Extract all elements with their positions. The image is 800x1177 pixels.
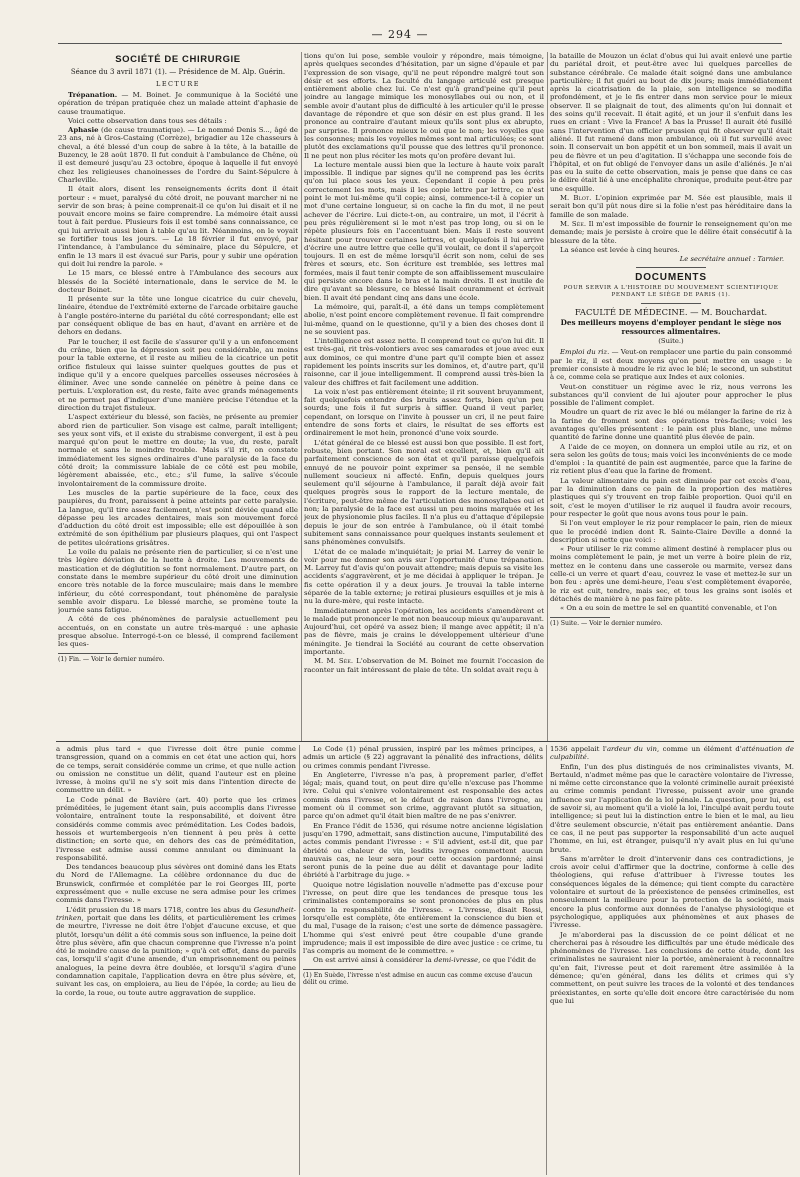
lecture-heading: LECTURE (156, 80, 200, 88)
paragraph (303, 956, 543, 964)
paragraph: A l'aide de ce moyen, on donnera un emploi utile au riz, et on sera selon les goûts de tous; mais voici les inconvénients de ce mode d'emploi : la quantité de pain est augmentée, parce que la farine de riz retient plus d'eau que la farine de froment. (550, 442, 792, 476)
secretary-signature: Le secrétaire annuel : Tarnier. (679, 255, 784, 264)
column-1 (58, 52, 298, 742)
paragraph: Voici cette observation dans tous ses détails : (68, 116, 227, 125)
lead-term: Emploi du riz. (560, 348, 610, 357)
lead-term: Trépanation. (68, 91, 118, 99)
paragraph: La séance est levée à cinq heures. (560, 245, 680, 254)
lower-column-1 (56, 745, 296, 1175)
footnote-rule (550, 617, 610, 618)
paragraph: En France l'édit de 1536, qui résume notre ancienne législation jusqu'en 1790, admettait, sans distinction aucune, l'imputabilité des actes commis pendant l'ivresse : « S'il advient, est-il dit, que par ébriété ou chaleur de vin, lesdits ivrognes commettent aucun mauvais cas, ne leur sera pour cette occasion pardonné; ainsi seront punis de la peine due au délit et davantage pour ladite ébriété à l'arbitrage du juge. » (303, 821, 543, 880)
paragraph: La voix n'est pas entièrement éteinte; il rit souvent bruyamment, fait quelquefois entendre des bruits assez forts, bien qu'un peu sourds; une fois il fut surpris à siffler. Quand il veut parler, cependant, on lorsque on l'invite à pousser un cri, il ne peut faire entendre de sons forts et clairs, le résultat de ses efforts est ordinairement le mot hein, prononcé d'une voix sourde. (304, 387, 544, 438)
header-rule (58, 43, 782, 44)
lower-section (56, 745, 794, 1175)
faculty-heading: FACULTÉ DE MÉDECINE. — M. Bouchardat. (574, 307, 768, 318)
paragraph: « Pour utiliser le riz comme aliment destiné à remplacer plus ou moins complètement le pain, je met un verre à boire plein de riz, mettez en le contenu dans une casserole ou marmite, versez dans celle-ci un verre et quart d'eau, couvrez le vase et mettez-le sur un bon feu : après une demi-heure, l'eau s'est complètement évaporée, le riz est cuit, tendre, mais sec, et tous les grains sont isolés et détachés de manière à ne pas faire pâte. (550, 545, 792, 603)
paragraph (304, 657, 544, 674)
paragraph: L'état général de ce blessé est aussi bon que possible. Il est fort, robuste, bien portant. Son moral est excellent, et, bien qu'il ait parfaitement conscience de son état et qu'il paraisse quelquefois ennuyé de ne pouvoir point exprimer sa pensée, il ne semble nullement soucieux ni affecté. Enfin, depuis quelques jours seulement qu'il séjourne à l'ambulance, il paraît déjà avoir fait quelques progrès sous le rapport de la lecture mentale, de l'écriture, peut-être même de l'articulation des monosyllabes oui et non; la paralysie de la face est aussi un peu moins marquée et les jeux de physionomie plus faciles. Il n'a plus eu d'attaque d'épilepsie depuis le jour de son entrée à l'ambulance, où il était tombé subitement sans connaissance pour quelques instants seulement et sans phénomènes convulsifs. (304, 438, 544, 547)
paragraph (56, 906, 296, 997)
paragraph-text: , ce que l'édit de (478, 956, 536, 965)
paragraph: En Angleterre, l'ivresse n'a pas, à proprement parler, d'effet légal; mais, quand tout, on peut dire qu'elle n'excuse pas l'homme ivre. Celui qui s'enivre volontairement est responsable des actes commis dans l'ivresse, et le défaut de raison dans l'ivrogne, au moment où il commet son crime, aggravant plutôt sa situation, parce qu'on admet qu'il était bien maître de ne pas s'enivrer. (303, 770, 543, 821)
emphasis-text: Gesundheit-trinken (56, 905, 296, 922)
paragraph: Les muscles de la partie supérieure de la face, ceux des paupières, du front, paraissent à peine atteints par cette paralysie. La langue, qu'il tire assez facilement, n'est point déviée quand elle dépasse peu les arcades dentaires, mais son mouvement forcé d'adduction du côté droit est impossible; elle est dépouillée à son extrémité de son épithélium par plusieurs plaques, qui ont l'aspect de petites ulcérations grisâtres. (58, 488, 298, 547)
column-2 (304, 52, 544, 742)
paragraph: la bataille de Mouzon un éclat d'obus qui lui avait enlevé une partie du pariétal droit, et peut-être avec lui quelques parcelles de substance cérébrale. Ce malade était soigné dans une ambulance particulière; il fut guéri au bout de dix jours; mais immédiatement après la cicatrisation de la plaie, son intelligence se modifia profondément, et je le fis entrer dans mon service pour le mieux observer. Il se plaignait de tout, des aliments qu'on lui donnait et des soins qu'il recevait. Il était agité, et un jour il s'enfuit dans les rues en criant : Vive la France! A bas la Prusse! Il aurait été fusillé sans l'intervention d'un officier prussien qui fit observer qu'il était aliéné. Il fut ramené dans mon ambulance, où il fut surveillé avec soin. Il conservait un bon appétit et un bon sommeil, mais il avait un peu de fièvre et un peu d'agitation. Il s'échappa une seconde fois de l'hôpital, et on fut obligé de l'envoyer dans un asile d'aliénés. Je n'ai pas eu la suite de cette observation, mais je pense que dans ce cas le délire était lié à une encéphalite chronique, produite peut-être par une esquille. (550, 52, 792, 193)
paragraph: Enfin, l'un des plus distingués de nos criminalistes vivants, M. Bertauld, n'admet même pas que le caractère volontaire de l'ivresse, ni même cette circonstance que la volonté criminelle aurait préexisté au crime commis pendant l'ivresse, puissent avoir une grande influence sur l'application de la loi pénale. La question, pour lui, est de savoir si, au moment qu'il a violé la loi, l'inculpé avait perdu toute intelligence; si peut lui la distinction entre le bien et le mal, au lieu d'être seulement obscurcie, n'était pas entièrement anéantie. Dans ce cas, il ne peut pas supporter la responsabilité d'un acte auquel l'homme, en lui, est étranger, puisqu'il n'y avait plus en lui qu'une brute. (550, 762, 794, 854)
paragraph: « On a eu soin de mettre le sel en quantité convenable, et l'on (560, 604, 777, 613)
paragraph: tions qu'on lui pose, semble vouloir y répondre, mais témoigne, après quelques secondes d'hésitation, par un signe d'épaule et par l'expression de son visage, qu'il ne peut répondre malgré tout son désir et ses efforts. La faculté du langage articulé est presque entièrement abolie chez lui. Ce n'est qu'à grand'peine qu'il peut joindre au langage mimique les monosyllabes oui ou non, et il semble avoir d'autant plus de difficulté à les articuler qu'il le presse davantage de répondre et que son désir en est plus grand. Il les prononce au contraire d'autant mieux qu'ils sont plus ex abrupto, par surprise. Il prononce mieux le oui que le non; les voyelles que les consonnes; mais les voyelles mêmes sont mal articulées; ce sont plutôt des exclamations qu'il pousse que des lettres qu'il prononce. Il ne peut non plus réciter les mots qu'on profère devant lui. (304, 52, 544, 160)
paragraph: L'intelligence est assez nette. Il comprend tout ce qu'on lui dit. Il est très-gai, rit très-volontiers avec ses camarades et joue avec eux aux dominos, ce qui montre d'une part qu'il compte bien et assez rapidement les points inscrits sur les dominos, et, d'autre part, qu'il raisonne, car il joue intelligemment. Il comprend aussi très-bien la valeur des chiffres et fait facilement une addition. (304, 337, 544, 387)
paragraph-text: , portait que dans les délits, et particulièrement les crimes de meurtre, l'ivresse ne doit être l'objet d'aucune excuse, et que plutôt, lorsqu'un délit a été commis sous son influence, la peine doit être plus sévère, afin que chacun comprenne que l'ivresse n'a point été le moindre cause de la punition; » qu'à cet effet, dans de pareils cas, lorsqu'il s'agit d'une amende, d'un emprisonnement ou peines analogues, la peine devra être doublée, et lorsqu'il s'agira d'une condamnation capitale, l'application devra en être plus sévère, et, suivant les cas, on emploiera, au lieu de l'épée, la corde; au lieu de la corde, la roue, ou toute autre aggravation de supplice. (56, 913, 296, 997)
paragraph: Immédiatement après l'opération, les accidents s'amendèrent et le malade put prononcer le mot non beaucoup mieux qu'auparavant. Aujourd'hui, cet opéré va assez bien; il mange avec appétit; il n'a pas de fièvre, mais je crains le développement ultérieur d'une méningite. Je tiendrai la Société au courant de cette observation importante. (304, 606, 544, 657)
paragraph: Quoique notre législation nouvelle n'admette pas d'excuse pour l'ivresse, on peut dire que les tendances de presque tous les criminalistes contemporains se sont prononcées de plus en plus contre la responsabilité de l'ivresse. « L'ivresse, disait Rossi, lorsqu'elle est complète, ôte entièrement la conscience du bien et du mal, l'usage de la raison; c'est une sorte de démence passagère. L'homme qui s'est enivré peut être coupable d'une grande imprudence; mais il est impossible de dire avec justice : ce crime, tu l'as compris au moment de le commettre. » (303, 880, 543, 956)
column-divider (301, 52, 302, 742)
paragraph-text: . (586, 753, 590, 762)
paragraph (550, 220, 792, 245)
paragraph (58, 126, 298, 184)
footnote: (1) En Suède, l'ivresse n'est admise en aucun cas comme excuse d'aucun délit ou crime. (303, 971, 533, 987)
lower-column-3 (550, 745, 794, 1175)
paragraph: Le Code pénal de Bavière (art. 40) porte que les crimes préméditées, le jugement étant sain, puis accomplis dans l'ivresse volontaire, entraînent toute la responsabilité, et doivent être considérés comme commis avec préméditation. Les Codes badois, hessois et wurtembergeois n'en tiennent à peu près à cette distinction; en sorte que, en dehors des cas de préméditation, l'ivresse est admise aussi comme annulant ou diminuant la responsabilité. (56, 795, 296, 862)
footnote-rule (58, 653, 118, 654)
emphasis-text: atténuation de culpabilité (550, 745, 794, 762)
paragraph-text: L'édit prussien du 18 mars 1718, contre les abus du (66, 905, 254, 914)
paragraph: Sans m'arrêter le droit d'intervenir dans ces contradictions, je crois avoir celui d'affirmer que la doctrine, conforme à celle des théologiens, qui refuse d'attribuer à l'ivresse toutes les conséquences légales de la démence; qui tient compte du caractère volontaire et surtout de la préexistence de pensées criminelles, est nonseulement la meilleure pour la protection de la société, mais encore la plus conforme aux données de l'analyse physiologique et psychologique, appliquées aux phénomènes et aux phases de l'ivresse. (550, 854, 794, 930)
lead-term: Aphasie (68, 126, 99, 135)
footnote: (1) Suite. — Voir le dernier numéro. (550, 619, 663, 627)
paragraph: Il était alors, disent les renseignements écrits dont il était porteur : « muet, paralysé du côté droit, ne pouvant marcher ni ne servir de son bras; à peine comprenait-il ce qu'on lui disait et il ne pouvait encore moins se faire comprendre. La mémoire était aussi tout à fait perdue. Plusieurs fois il est tombé sans connaissance, ce qui lui arrivait aussi bien à table qu'au lit. Néanmoins, on le voyait se fortifier tous les jours. — Le 18 février il fut envoyé, par l'intendance, à l'ambulance du séminaire, place du Sépulcre, et enfin le 13 mars il est évacué sur Paris, pour y subir une opération qui doit lui rendre la parole. » (58, 185, 298, 268)
speaker-name: M. M. Sée. (314, 657, 354, 666)
speaker-name: M. Blot. (560, 194, 592, 203)
lower-column-2 (303, 745, 543, 1175)
paragraph-text: On est arrivé ainsi à considérer la (313, 956, 434, 965)
paragraph: Des tendances beaucoup plus sévères ont dominé dans les Etats du Nord de l'Allemagne. La célèbre ordonnance du duc de Brunswick, confirmée et complétée par le roi Georges III, porte expressément que « nulle excuse ne sera admise pour les crimes commis dans l'ivresse. » (56, 863, 296, 905)
column-divider (547, 52, 548, 742)
paragraph: Veut-on constituer un régime avec le riz, nous verrons les substances qu'il convient de lui ajouter pour approcher le plus possible de l'aliment complet. (550, 382, 792, 408)
column-3 (550, 52, 792, 742)
documents-subheading (550, 285, 792, 299)
emphasis-text: ardeur du vin (606, 745, 657, 753)
documents-heading: DOCUMENTS (635, 272, 707, 284)
paragraph-text: 1536 appelait l' (550, 745, 607, 753)
paragraph-text: — Veut-on remplacer une partie du pain consommé par le riz, il est deux moyens qu'on peut mettre en usage : le premier consiste à moudre le riz avec le blé; le second, un substitut à ce, comme cela se pratique aux Indes et aux colonies. (550, 348, 792, 382)
emphasis-text: demi-ivresse (433, 956, 479, 965)
paragraph: Le Code (1) pénal prussien, inspiré par les mêmes principes, a admis un article (§ 22) aggravant la pénalité des infractions, délits ou crimes commis pendant l'ivresse. (303, 745, 543, 770)
paragraph-text: — M. Boinet. Je communique à la Société une opération de trépan pratiquée chez un malade atteint d'aphasie de cause traumatique. (58, 91, 298, 116)
paragraph (550, 348, 792, 381)
paragraph: Il présente sur la tête une longue cicatrice du cuir chevelu, linéaire, étendue de l'extrémité externe de l'arcade orbitaire gauche à l'angle postéro-interne du pariétal du côté correspondant; elle est par conséquent oblique de bas en haut, d'avant en arrière et de dehors en dedans. (58, 295, 298, 337)
documents-subheading-line: POUR SERVIR A L'HISTOIRE DU MOUVEMENT SCIENTIFIQUE (563, 285, 779, 292)
paragraph: A côté de ces phénomènes de paralysie actuellement peu accentués, on en constate un autre très-marqué : une aphasie presque absolue. Interrogé-t-on ce blessé, il comprend facilement les ques- (58, 615, 298, 649)
paragraph: Le voile du palais ne présente rien de particulier, si ce n'est une très légère déviation de la luette à droite. Les mouvements de mastication et de déglutition se font normalement. D'autre part, on constate dans le membre supérieur du côté droit une diminution encore très notable de la force musculaire; mais dans le membre inférieur, du côté correspondant, tout phénomène de paralysie semble avoir disparu. Le blessé marche, se promène toute la journée sans fatigue. (58, 548, 298, 615)
paragraph: L'état de ce malade m'inquiétait; je priai M. Larrey de venir le voir pour me donner son avis sur l'opportunité d'une trépanation. M. Larrey fut d'avis qu'on pouvait attendre; mais depuis sa visite les accidents s'aggravèrent, et je me décidai à appliquer le trépan. Je fis cette opération il y a deux jours. Je trouvai la table interne séparée de la table externe; je retirai plusieurs esquilles et je mis à nu la dure-mère, qui reste intacte. (304, 547, 544, 606)
paragraph: L'aspect extérieur du blessé, son faciès, ne présente au premier abord rien de particulier. Son visage est calme, paraît intelligent; ses yeux sont vifs, et il existe du strabisme convergent, il est à peu marqué qu'on peut le mettre en doute; la vue, du reste, paraît normale et sans le moindre trouble. Mais s'il rit, on constate immédiatement les signes ordinaires d'une paralysie de la face du côté droit; la commissure labiale de ce côté est peu mobile, légèrement abaissée, etc., etc.; s'il fume, la salive s'écoule involontairement de la commissure droite. (58, 413, 298, 488)
column-divider (546, 745, 547, 1175)
page-folio: — 294 — (371, 28, 429, 41)
footnote: (1) Fin. — Voir le dernier numéro. (58, 655, 165, 663)
paragraph: La lecture mentale aussi bien que la lecture à haute voix paraît impossible. Il indique par signes qu'il ne comprend pas les écrits qu'on lui place sous les yeux. Cependant il copie à peu près correctement les mots, mais il les copie lettre par lettre, ce n'est point le mot lui-même qu'il copie; ainsi, commence-t-il à copier un mot d'une certaine longueur, si on cache la fin du mot, il ne peut achever de l'écrire. Lui dicte-t-on, au contraire, un mot, il l'écrit à peu près régulièrement si le mot n'est pas trop long, ou si on le répète plusieurs fois en l'accentuant bien. Mais il reste souvent hésitant pour trouver certaines lettres, et quelquefois il lui arrive d'écrire une autre lettre que celle qu'il voulait, ce dont il s'aperçoit toujours. Il en est de même lorsqu'il écrit son nom, celui de ses frères et sœurs, etc. Son écriture est tremblée, ses lettres mal formées, mais il faut tenir compte de son affaiblissement musculaire qui persiste encore dans le bras et la main droits. Il est inutile de dire qu'avant sa blessure, ce blessé lisait couramment et écrivait bien. Il avait été pendant cinq ans dans une école. (304, 160, 544, 302)
paragraph: La valeur alimentaire du pain est diminuée par cet excès d'eau, par la diminution dans ce pain de la proportion des matières plastiques qui s'y trouvent en trop faible proportion. Quoi qu'il en soit, c'est le moyen d'utiliser le riz auquel il faudra avoir recours, pour respecter le goût que nous avons tous pour le pain. (550, 476, 792, 518)
paragraph-text: L'observation de M. Boinet me fournit l'occasion de raconter un fait intéressant de plaie de tête. Un soldat avait reçu à (304, 657, 544, 674)
paragraph: a admis plus tard « que l'ivresse doit être punie comme transgression, quand on a commis en cet état une action qui, hors de ce temps, serait considérée comme un crime, et que nulle action ou omission ne constitue un délit, quand l'auteur est en pleine ivresse, à moins qu'il ne s'y soit mis dans l'intention directe de commettre un délit. » (56, 745, 296, 795)
section-separator (56, 741, 794, 742)
paragraph: Si l'on veut employer le riz pour remplacer le pain, rien de mieux que le procédé indien dont R. Sainte-Claire Deville a donné la description si nette que voici : (550, 519, 792, 544)
faculty-subheading: Des meilleurs moyens d'employer pendant le siège nos ressources alimentaires. (560, 318, 782, 336)
documents-subheading-line: PENDANT LE SIÈGE DE PARIS (1). (611, 292, 731, 299)
paragraph (550, 745, 794, 762)
speaker-name: M. Sée. (560, 219, 587, 228)
paragraph: Par le toucher, il est facile de s'assurer qu'il y a un enfoncement du crâne, bien que la dépression soit peu considérable, au moins pour la table externe, et il reste au milieu de la cicatrice un petit orifice fistuleux qui laisse suinter quelques gouttes de pus et indique qu'il y a encore quelques parcelles osseuses nécrosées à éliminer. Avec une sonde cannelée on pénètre à peine dans ce pertuis. L'exploration est, du reste, faite avec grands ménagements et ne permet pas d'indiquer d'une manière précise l'étendue et la direction du trajet fistuleux. (58, 337, 298, 412)
footnote-rule (303, 969, 363, 970)
society-heading: SOCIÉTÉ DE CHIRURGIE (115, 54, 241, 65)
paragraph: Je m'aborderai pas la discussion de ce point délicat et ne chercherai pas à résoudre les difficultés par une étude médicale des phénomènes de l'ivresse. Les conclusions de cette étude, dont les criminalistes ne sauraient nier la portée, amèneraient à reconnaître qu'en fait, l'ivresse peut et doit rarement être assimilée à la démence; qu'en général, dans les délits et crimes qui s'y commettent, on peut suivre les traces de la volonté et des tendances préexistantes, en sorte qu'elle doit encore être caractérisée du nom que lui (550, 930, 794, 1005)
paragraph-text: L'opinion exprimée par M. Sée est plausible, mais il serait bon qu'il pût nous dire si la folie n'est pas héréditaire dans la famille de son malade. (550, 194, 792, 219)
column-divider (299, 745, 300, 1175)
paragraph: Moudre un quart de riz avec le blé ou mélanger la farine de riz à la farine de froment sont des opérations très-faciles; voici les avantages qu'elles présentent : le pain est plus blanc, une même quantité de farine donne une quantité plus élevée de pain. (550, 408, 792, 442)
paragraph: Le 15 mars, ce blessé entre à l'Ambulance des secours aux blessés de la Société internationale, dans le service de M. le docteur Boinet. (58, 269, 298, 294)
upper-section (58, 52, 792, 742)
paragraph: La mémoire, qui, paraît-il, a été dans un temps complètement abolie, n'est point encore complètement revenue. Il fait comprendre lui-même, quand on le questionne, qu'il y a bien des choses dont il ne se souvient pas. (304, 302, 544, 336)
section-rule (636, 267, 706, 268)
suite-label: (Suite.) (658, 337, 684, 346)
paragraph (550, 194, 792, 219)
paragraph-text: , comme un élément d' (656, 745, 742, 753)
paragraph (58, 91, 298, 116)
paragraph-text: (de cause traumatique). — Le nommé Denis S..., âgé de 23 ans, né à Gros-Castaing (Corrèze), brigadier au 12e chasseurs à cheval, a été blessé d'un coup de sabre à la tête, à la bataille de Buzency, le 28 août 1870. Il fut conduit à l'ambulance de Chêne, où il est demeuré jusqu'au 23 octobre, époque à laquelle il fut envoyé chez les religieuses chanoinesses de l'ordre du Saint-Sépulcre à Charleville. (58, 126, 298, 184)
paragraph-text: Il m'est impossible de fournir le renseignement qu'on me demande; mais je persiste à croire que le délire était consécutif à la blessure de la tête. (550, 219, 792, 245)
section-rule (641, 303, 701, 304)
seance-line: Séance du 3 avril 1871 (1). — Présidence de M. Alp. Guérin. (70, 68, 286, 76)
